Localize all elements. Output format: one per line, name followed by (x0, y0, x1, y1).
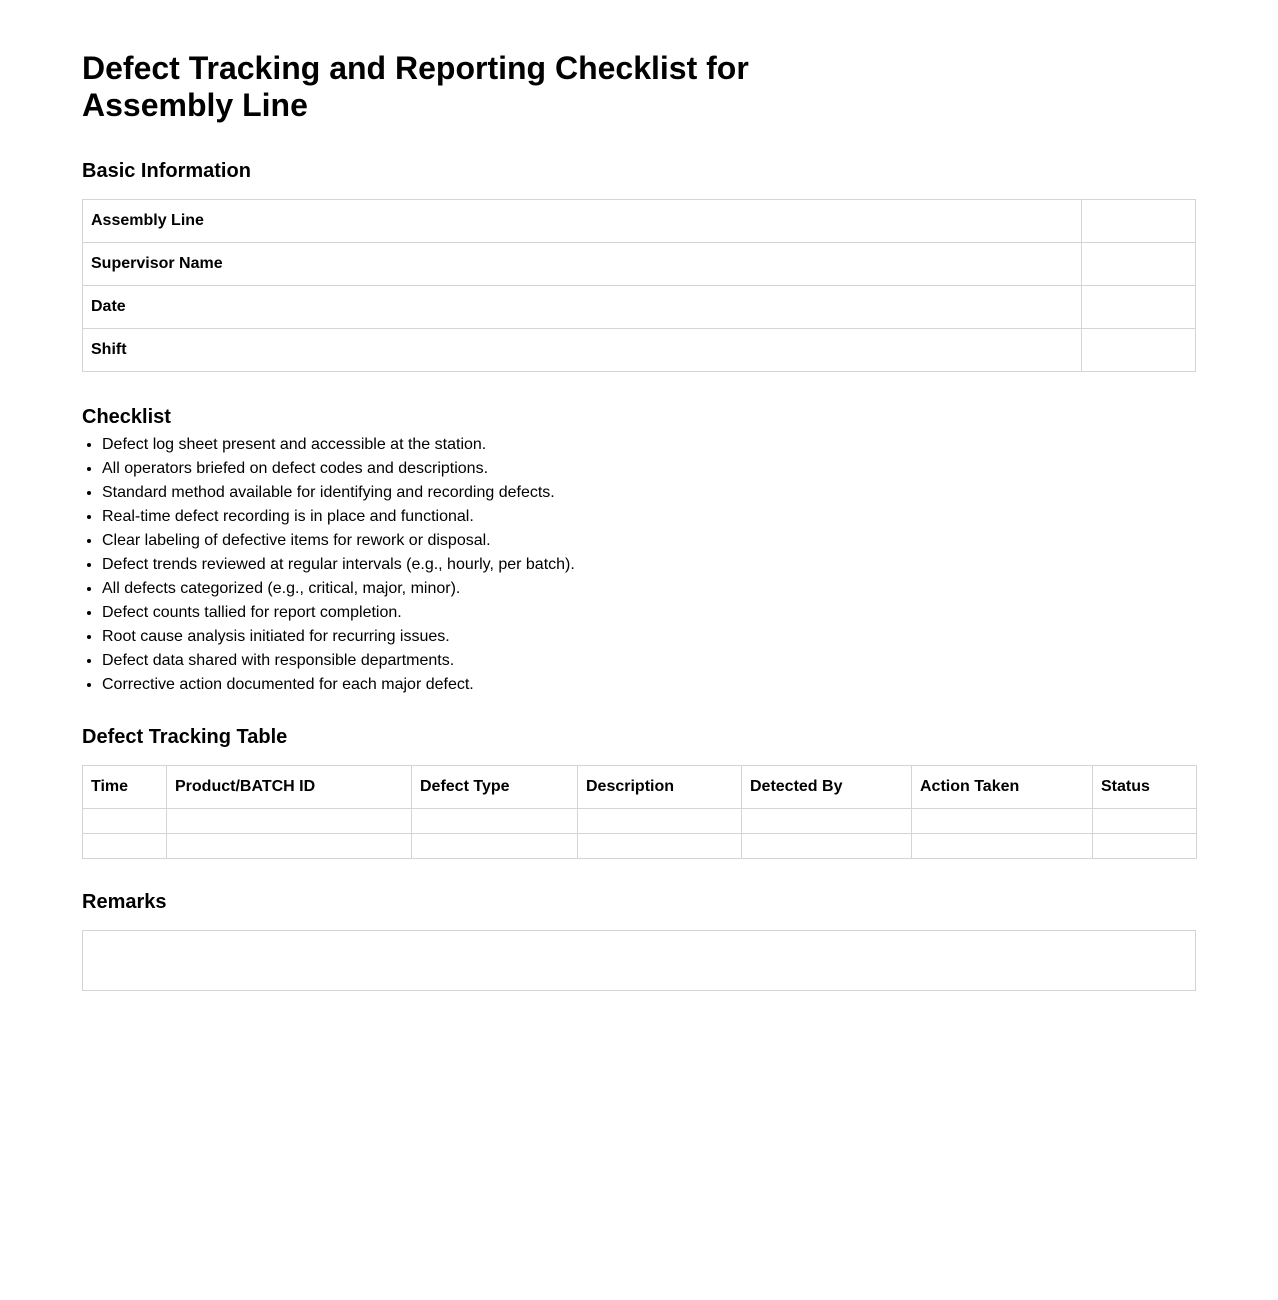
info-label: Shift (83, 329, 1082, 372)
column-header-product-batch-id: Product/BATCH ID (167, 766, 412, 809)
table-cell[interactable] (742, 834, 912, 859)
checklist-item: • Real-time defect recording is in place and functional. (102, 505, 1196, 529)
column-header-description: Description (578, 766, 742, 809)
info-row-supervisor-name (83, 243, 1196, 286)
checklist-item: • Defect log sheet present and accessible at the station. (102, 433, 1196, 457)
column-header-time: Time (83, 766, 167, 809)
checklist-item: • All operators briefed on defect codes and descriptions. (102, 457, 1196, 481)
document-content (82, 50, 1196, 991)
info-row-assembly-line (83, 200, 1196, 243)
page-title: Defect Tracking and Reporting Checklist for Assembly Line (82, 50, 749, 123)
checklist-item: • Root cause analysis initiated for recurring issues. (102, 625, 1196, 649)
table-cell[interactable] (412, 834, 578, 859)
table-cell[interactable] (167, 809, 412, 834)
column-header-action-taken: Action Taken (912, 766, 1093, 809)
table-cell[interactable] (83, 809, 167, 834)
table-cell[interactable] (578, 834, 742, 859)
defect-tracking-table (82, 765, 1197, 859)
table-cell[interactable] (167, 834, 412, 859)
info-label: Supervisor Name (83, 243, 1082, 286)
table-cell[interactable] (1093, 834, 1197, 859)
assembly-line-field[interactable] (1082, 200, 1196, 243)
column-header-status: Status (1093, 766, 1197, 809)
info-label: Date (83, 286, 1082, 329)
column-header-detected-by: Detected By (742, 766, 912, 809)
checklist-item: • Clear labeling of defective items for rework or disposal. (102, 529, 1196, 553)
checklist-item: • Corrective action documented for each major defect. (102, 673, 1196, 697)
defect-table-header-row (83, 766, 1197, 809)
table-cell[interactable] (412, 809, 578, 834)
column-header-defect-type: Defect Type (412, 766, 578, 809)
checklist-item: • All defects categorized (e.g., critical, major, minor). (102, 577, 1196, 601)
checklist (82, 433, 1196, 697)
supervisor-name-field[interactable] (1082, 243, 1196, 286)
checklist-item: • Defect counts tallied for report completion. (102, 601, 1196, 625)
shift-field[interactable] (1082, 329, 1196, 372)
info-label: Assembly Line (83, 200, 1082, 243)
table-row (83, 834, 1197, 859)
checklist-item: • Defect data shared with responsible departments. (102, 649, 1196, 673)
defect-table-heading: Defect Tracking Table (82, 726, 288, 748)
table-cell[interactable] (742, 809, 912, 834)
remarks-field[interactable] (82, 930, 1196, 991)
basic-info-heading: Basic Information (82, 160, 251, 182)
checklist-item: • Defect trends reviewed at regular intervals (e.g., hourly, per batch). (102, 553, 1196, 577)
table-cell[interactable] (83, 834, 167, 859)
date-field[interactable] (1082, 286, 1196, 329)
remarks-heading: Remarks (82, 891, 167, 913)
info-row-shift (83, 329, 1196, 372)
checklist-item: • Standard method available for identifying and recording defects. (102, 481, 1196, 505)
table-cell[interactable] (912, 834, 1093, 859)
table-row (83, 809, 1197, 834)
checklist-heading: Checklist (82, 406, 171, 428)
info-row-date (83, 286, 1196, 329)
table-cell[interactable] (912, 809, 1093, 834)
basic-info-table (82, 199, 1196, 372)
table-cell[interactable] (1093, 809, 1197, 834)
table-cell[interactable] (578, 809, 742, 834)
